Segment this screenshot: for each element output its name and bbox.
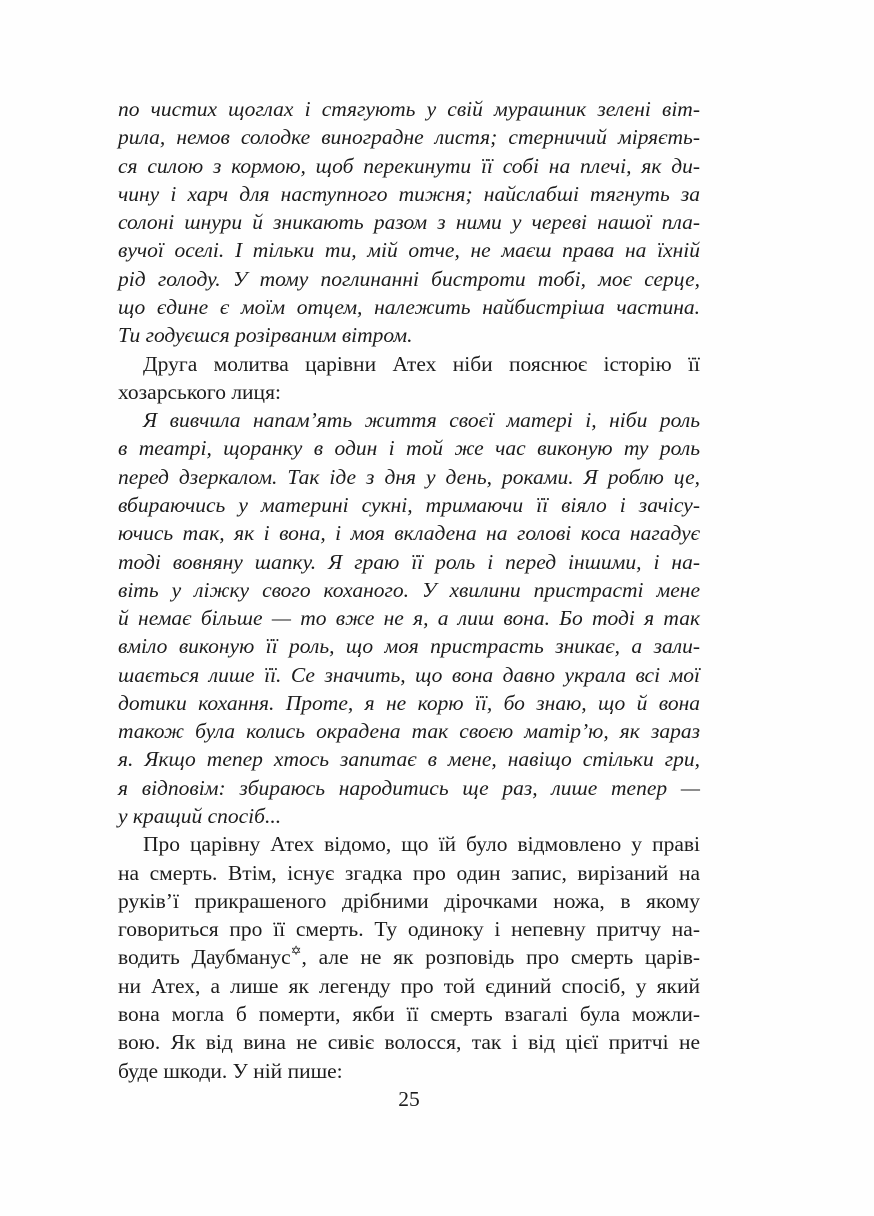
- page-text: [118, 95, 700, 1113]
- text-line: Ти годуєшся розірваним вітром.: [118, 323, 413, 348]
- text-line: ючись так, як і вона, і моя вкладена на голові коса нагадує: [118, 521, 700, 546]
- text-line: водить Даубманус✡, але не як розповідь про смерть царів-: [118, 944, 701, 970]
- text-line: солоні шнури й зникають разом з ними у череві нашої пла-: [118, 210, 700, 235]
- text-line: на смерть. Втім, існує згадка про один запис, вирізаний на: [118, 860, 700, 885]
- text-line: говориться про її смерть. Ту одиноку і непевну притчу на-: [118, 917, 700, 942]
- page-number: 25: [398, 1086, 420, 1111]
- text-line: буде шкоди. У ній пише:: [118, 1058, 343, 1083]
- text-line: в театрі, щоранку в один і той же час виконую ту роль: [118, 436, 700, 461]
- text-line: чину і харч для наступного тижня; найслабші тягнуть за: [118, 181, 700, 206]
- text-line: тоді вовняну шапку. Я граю її роль і перед іншими, і на-: [118, 549, 700, 574]
- text-line: вміло виконую її роль, що моя пристрасть зникає, а зали-: [118, 634, 700, 659]
- text-line: вбираючись у материні сукні, тримаючи її віяло і зачісу-: [118, 492, 700, 517]
- text-line: по чистих щоглах і стягують у свій мурашник зелені віт-: [118, 97, 700, 121]
- text-line: що єдине є моїм отцем, належить найбистріша частина.: [118, 294, 700, 319]
- paragraph-4: [118, 830, 700, 1085]
- paragraph-1: [118, 95, 700, 350]
- text-line: вою. Як від вина не сивіє волосся, так і від цієї притчі не: [118, 1030, 700, 1055]
- text-line: рила, немов солодке виноградне листя; стерничий міряєть-: [118, 125, 700, 150]
- text-line: вона могла б померти, якби її смерть взагалі була можли-: [118, 1002, 700, 1026]
- text-line: Друга молитва царівни Атех ніби пояснює історію її: [143, 351, 700, 376]
- text-line: ся силою з кормою, щоб перекинути її собі на плечі, як ди-: [118, 153, 700, 178]
- paragraph-2: [118, 350, 700, 407]
- star-of-david-icon: ✡: [290, 944, 302, 960]
- text-line: Я вивчила напам’ять життя своєї матері і, ніби роль: [143, 408, 700, 433]
- paragraph-3: [118, 406, 700, 830]
- text-line: хозарського лиця:: [118, 379, 281, 404]
- text-line: я відповім: збираюсь народитись ще раз, лише тепер —: [118, 775, 700, 800]
- text-line: дотики кохання. Проте, я не корю її, бо знаю, що й вона: [118, 690, 700, 715]
- text-line: також була колись окрадена так своєю матір’ю, як зараз: [118, 719, 700, 744]
- text-line: шається лише її. Се значить, що вона давно украла всі мої: [118, 662, 700, 687]
- text-line: рід голоду. У тому поглинанні бистроти тобі, моє серце,: [118, 266, 700, 291]
- text-line: у кращий спосіб...: [118, 804, 282, 829]
- text-line: я. Якщо тепер хтось запитає в мене, навіщо стільки гри,: [118, 747, 700, 772]
- text-line: ни Атех, а лише як легенду про той єдиний спосіб, у який: [118, 973, 700, 998]
- text-line: Про царівну Атех відомо, що їй було відмовлено у праві: [143, 832, 700, 857]
- text-line: вучої оселі. І тільки ти, мій отче, не маєш права на їхній: [118, 238, 700, 263]
- text-line: перед дзеркалом. Так іде з дня у день, роками. Я роблю це,: [118, 464, 700, 489]
- text-line: й немає більше — то вже не я, а лиш вона. Бо тоді я так: [118, 606, 700, 631]
- text-line: руків’ї прикрашеного дрібними дірочками ножа, в якому: [118, 888, 700, 913]
- text-line: віть у ліжку свого коханого. У хвилини пристрасті мене: [118, 577, 700, 602]
